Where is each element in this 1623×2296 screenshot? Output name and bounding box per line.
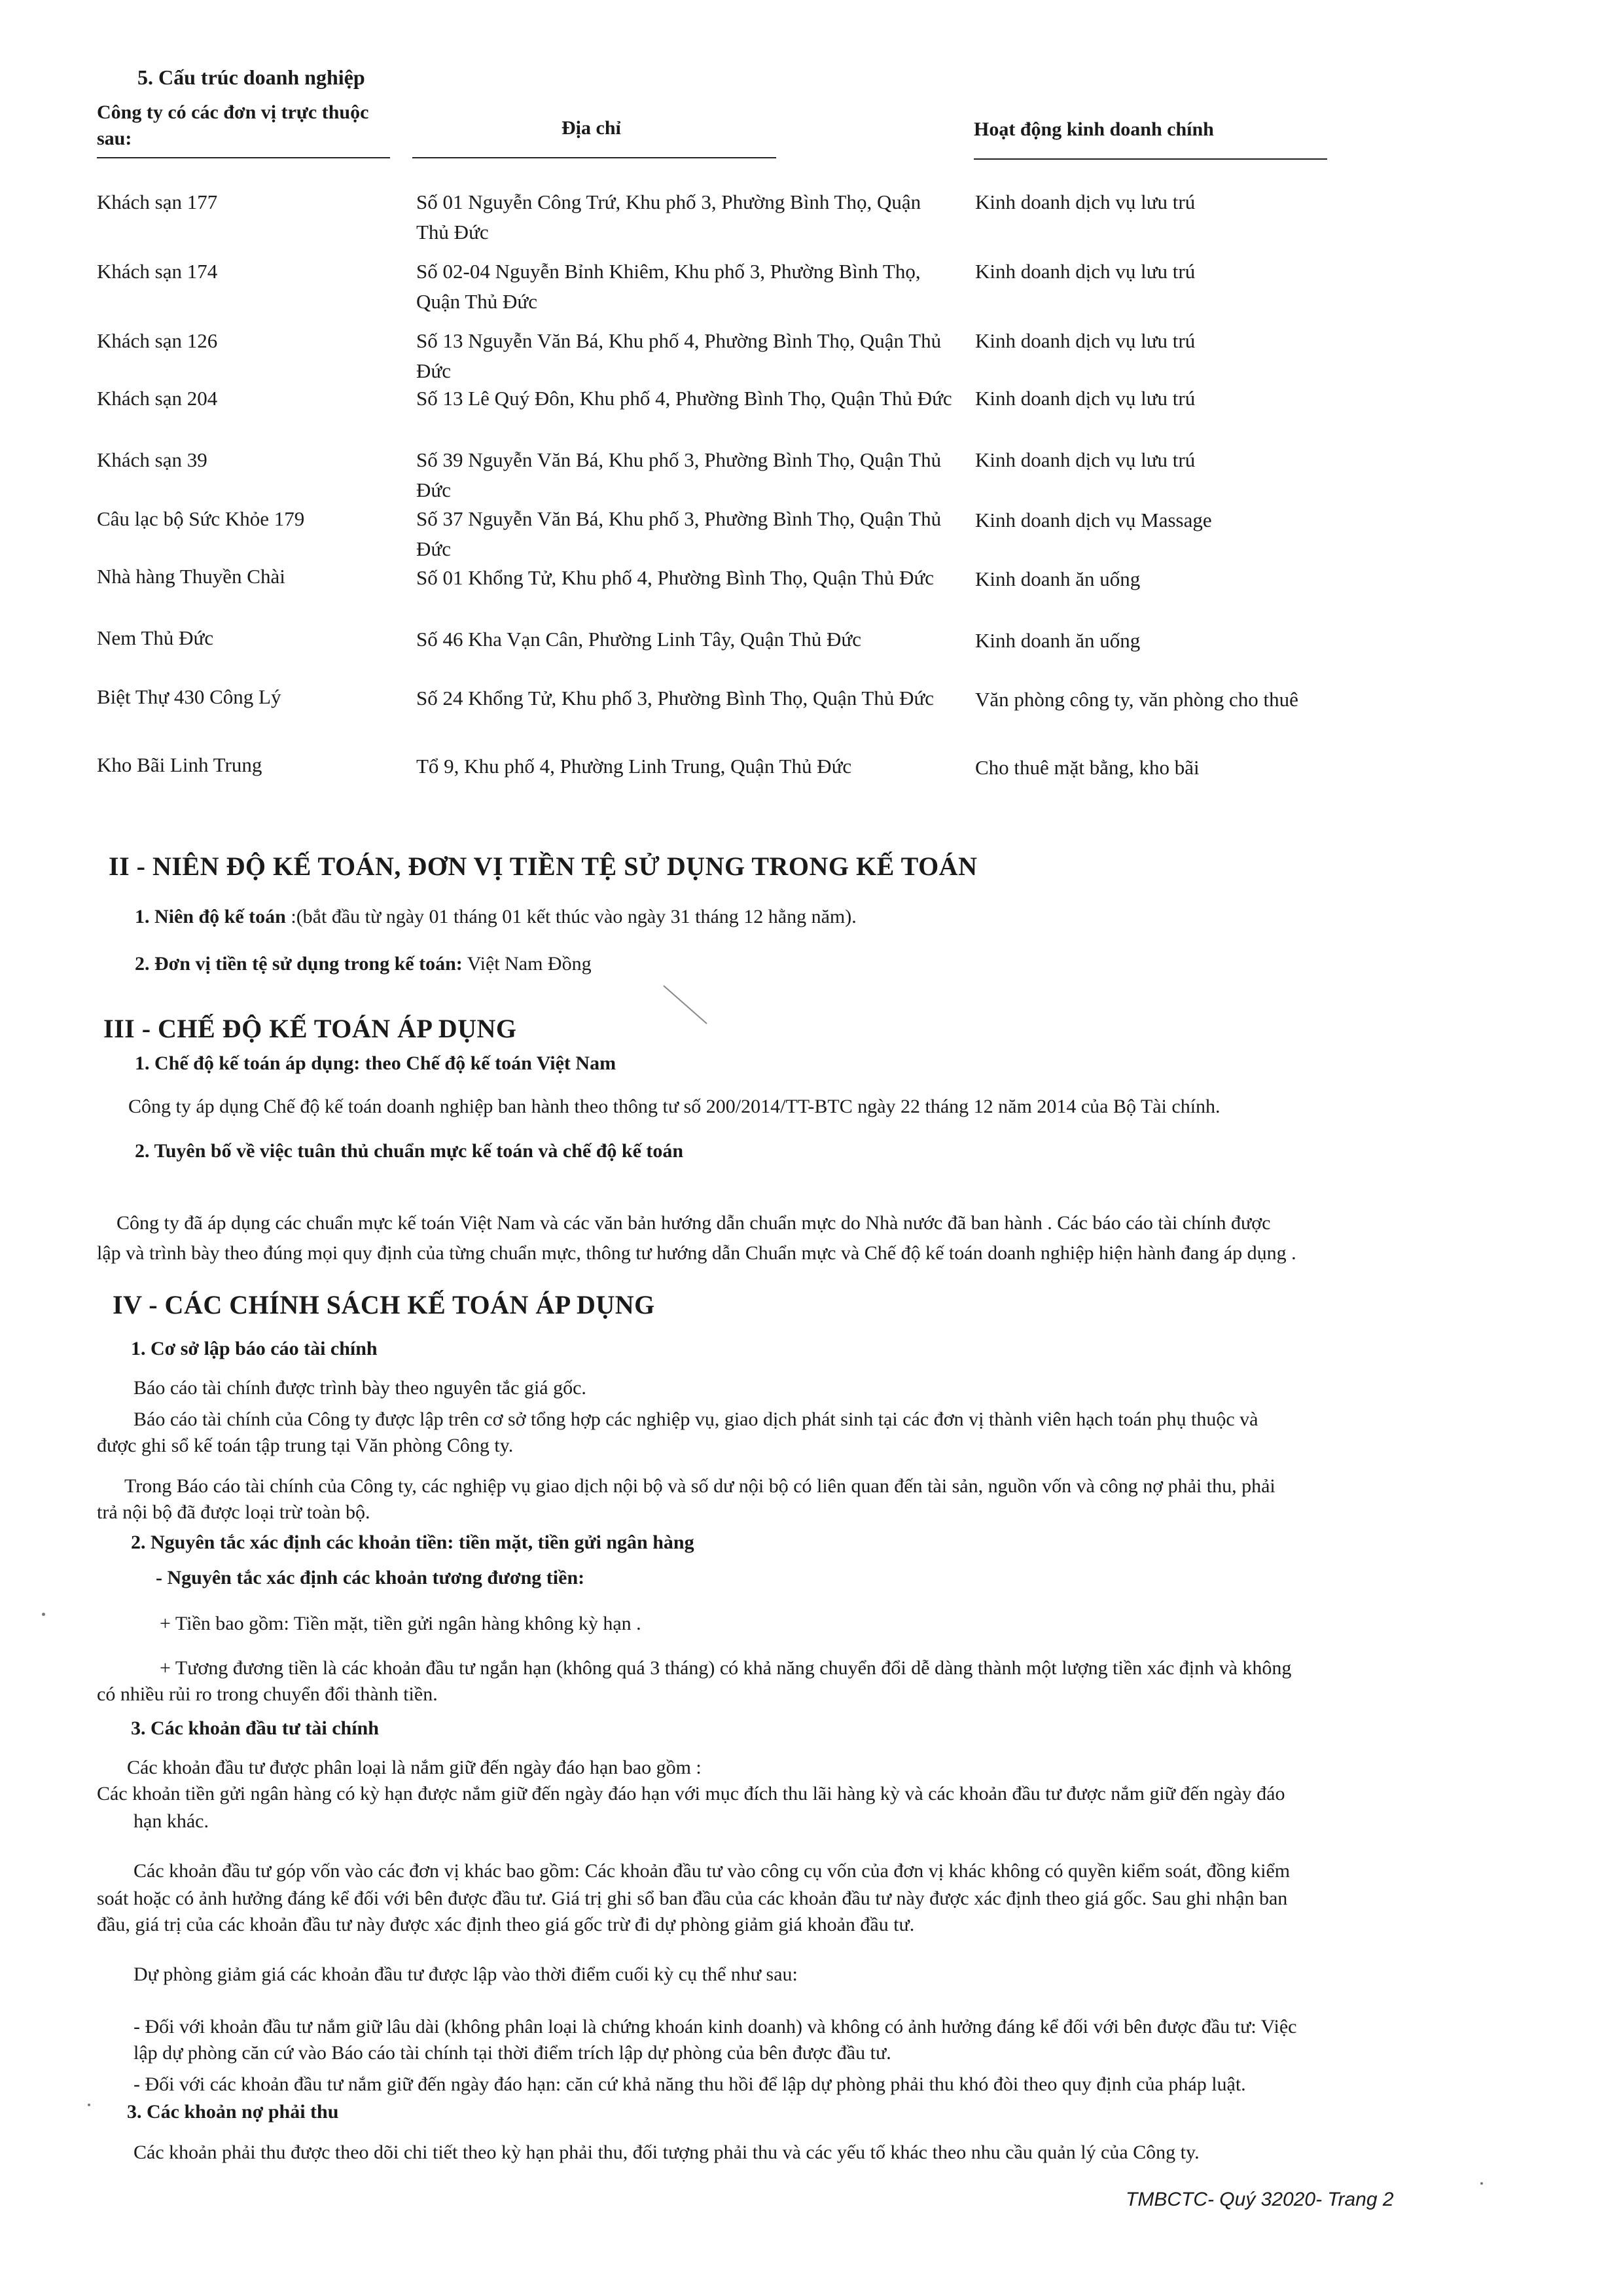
s3-p2-l1: Các khoản tiền gửi ngân hàng có kỳ hạn được nắm giữ đến ngày đáo hạn với mục đích thu lãi hàng kỳ và các khoản đầu tư được nắm giữ đến ngày đáo: [97, 1783, 1285, 1804]
section3-item2-label: 2. Tuyên bố về việc tuân thủ chuẩn mực kế toán và chế độ kế toán: [135, 1140, 684, 1162]
s3-p3-l2: soát hoặc có ảnh hưởng đáng kể đối với bên được đầu tư. Giá trị ghi sổ ban đầu của các khoản đầu tư này được xác định theo giá gốc. Sau ghi nhận ban: [97, 1888, 1288, 1909]
section2-item2-text: Việt Nam Đồng: [462, 953, 592, 975]
s3-p5-l1: - Đối với khoản đầu tư nắm giữ lâu dài (không phân loại là chứng khoán kinh doanh) và không có ảnh hưởng đáng kể đối với bên được đầu tư: Việc: [134, 2016, 1297, 2037]
s3-label: 3. Các khoản đầu tư tài chính: [131, 1717, 379, 1739]
s2-label: 2. Nguyên tắc xác định các khoản tiền: tiền mặt, tiền gửi ngân hàng: [131, 1532, 694, 1553]
row-business: Kinh doanh dịch vụ Massage: [975, 509, 1212, 531]
row-business: Văn phòng công ty, văn phòng cho thuê: [975, 688, 1298, 711]
row-unit: Biệt Thự 430 Công Lý: [97, 685, 281, 708]
row-business: Kinh doanh dịch vụ lưu trú: [975, 387, 1196, 410]
s1-p1: Báo cáo tài chính được trình bày theo nguyên tắc giá gốc.: [134, 1377, 586, 1399]
section3-item1-text: Công ty áp dụng Chế độ kế toán doanh nghiệp ban hành theo thông tư số 200/2014/TT-BTC ngày 22 tháng 12 năm 2014 của Bộ Tài chính.: [128, 1096, 1221, 1117]
row-unit: Câu lạc bộ Sức Khỏe 179: [97, 507, 305, 530]
s3-p4: Dự phòng giảm giá các khoản đầu tư được lập vào thời điểm cuối kỳ cụ thể như sau:: [134, 1964, 798, 1985]
section2-item1: [135, 902, 857, 932]
page-footer: TMBCTC- Quý 32020- Trang 2: [1126, 2189, 1394, 2210]
s2-b2-l2: có nhiều rủi ro trong chuyển đổi thành tiền.: [97, 1683, 438, 1705]
section2-item1-text: :(bắt đầu từ ngày 01 tháng 01 kết thúc vào ngày 31 tháng 12 hằng năm).: [285, 906, 857, 927]
row-unit: Khách sạn 204: [97, 387, 218, 410]
row-address: Số 13 Nguyễn Văn Bá, Khu phố 4, Phường Bình Thọ, Quận Thủ Đức: [416, 329, 942, 382]
s1-p3-l2: trả nội bộ đã được loại trừ toàn bộ.: [97, 1501, 370, 1523]
row-unit: Kho Bãi Linh Trung: [97, 753, 262, 776]
row-address: Tổ 9, Khu phố 4, Phường Linh Trung, Quận Thủ Đức: [416, 755, 852, 778]
row-unit: Nhà hàng Thuyền Chài: [97, 565, 285, 588]
scan-artifact-stroke: [661, 982, 713, 1028]
header-unit: Công ty có các đơn vị trực thuộc sau:: [97, 101, 369, 149]
header-business: Hoạt động kinh doanh chính: [974, 118, 1214, 140]
row-unit: Khách sạn 177: [97, 190, 218, 213]
scan-artifact-dot: [88, 2104, 90, 2106]
header-rule-address: [412, 157, 776, 158]
s2-b2-l1: + Tương đương tiền là các khoản đầu tư ngắn hạn (không quá 3 tháng) có khả năng chuyển đổi dễ dàng thành một lượng tiền xác định và không: [160, 1657, 1292, 1679]
row-address: Số 24 Khổng Tử, Khu phố 3, Phường Bình Thọ, Quận Thủ Đức: [416, 687, 935, 709]
section2-title: II - NIÊN ĐỘ KẾ TOÁN, ĐƠN VỊ TIỀN TỆ SỬ DỤNG TRONG KẾ TOÁN: [109, 852, 978, 881]
row-business: Kinh doanh ăn uống: [975, 629, 1141, 652]
section2-item1-label: 1. Niên độ kế toán: [135, 906, 286, 927]
row-unit: Khách sạn 126: [97, 329, 218, 352]
row-business: Kinh doanh dịch vụ lưu trú: [975, 329, 1196, 352]
section3-title: III - CHẾ ĐỘ KẾ TOÁN ÁP DỤNG: [103, 1014, 517, 1043]
row-address: Số 02-04 Nguyễn Bỉnh Khiêm, Khu phố 3, Phường Bình Thọ, Quận Thủ Đức: [416, 260, 921, 313]
section3-item1-label: 1. Chế độ kế toán áp dụng: theo Chế độ kế toán Việt Nam: [135, 1052, 616, 1074]
scan-artifact-dot: [1480, 2182, 1483, 2185]
s3-p1: Các khoản đầu tư được phân loại là nắm giữ đến ngày đáo hạn bao gồm :: [127, 1757, 702, 1778]
s2-sub: - Nguyên tắc xác định các khoản tương đương tiền:: [156, 1567, 585, 1588]
section3-item2-line1: Công ty đã áp dụng các chuẩn mực kế toán Việt Nam và các văn bản hướng dẫn chuẩn mực do Nhà nước đã ban hành . Các báo cáo tài chính được: [116, 1212, 1271, 1234]
section2-item2: [135, 949, 592, 979]
header-rule-unit: [97, 157, 390, 158]
row-business: Kinh doanh dịch vụ lưu trú: [975, 190, 1196, 213]
s2-b1: + Tiền bao gồm: Tiền mặt, tiền gửi ngân hàng không kỳ hạn .: [160, 1613, 641, 1634]
scan-artifact-dot: [42, 1613, 45, 1616]
row-business: Kinh doanh dịch vụ lưu trú: [975, 260, 1196, 283]
s4-label: 3. Các khoản nợ phải thu: [127, 2101, 339, 2123]
row-address: Số 01 Nguyễn Công Trứ, Khu phố 3, Phường Bình Thọ, Quận Thủ Đức: [416, 190, 921, 243]
row-unit: Khách sạn 174: [97, 260, 218, 283]
section4-title: IV - CÁC CHÍNH SÁCH KẾ TOÁN ÁP DỤNG: [113, 1290, 655, 1319]
header-rule-business: [974, 158, 1327, 160]
header-address: Địa chỉ: [562, 117, 621, 139]
s1-p2-l1: Báo cáo tài chính của Công ty được lập trên cơ sở tổng hợp các nghiệp vụ, giao dịch phát sinh tại các đơn vị thành viên hạch toán phụ thuộc và: [134, 1408, 1258, 1430]
s3-p2-l2: hạn khác.: [134, 1810, 209, 1832]
s1-p2-l2: được ghi sổ kế toán tập trung tại Văn phòng Công ty.: [97, 1435, 514, 1456]
s3-p3-l1: Các khoản đầu tư góp vốn vào các đơn vị khác bao gồm: Các khoản đầu tư vào công cụ vốn của đơn vị khác không có quyền kiểm soát, đồng kiểm: [134, 1860, 1291, 1882]
row-business: Cho thuê mặt bằng, kho bãi: [975, 756, 1200, 779]
s1-label: 1. Cơ sở lập báo cáo tài chính: [131, 1338, 378, 1359]
row-address: Số 46 Kha Vạn Cân, Phường Linh Tây, Quận Thủ Đức: [416, 628, 861, 651]
row-address: Số 13 Lê Quý Đôn, Khu phố 4, Phường Bình Thọ, Quận Thủ Đức: [416, 387, 952, 410]
row-address: Số 01 Khổng Tử, Khu phố 4, Phường Bình Thọ, Quận Thủ Đức: [416, 566, 935, 589]
section2-item2-label: 2. Đơn vị tiền tệ sử dụng trong kế toán:: [135, 953, 463, 975]
s4-p1: Các khoản phải thu được theo dõi chi tiết theo kỳ hạn phải thu, đối tượng phải thu và các yếu tố khác theo nhu cầu quản lý của Công ty.: [134, 2142, 1200, 2163]
row-unit: Nem Thủ Đức: [97, 626, 214, 649]
row-business: Kinh doanh dịch vụ lưu trú: [975, 448, 1196, 471]
section3-item2-line2: lập và trình bày theo đúng mọi quy định của từng chuẩn mực, thông tư hướng dẫn Chuẩn mực và Chế độ kế toán doanh nghiệp hiện hành đang áp dụng .: [97, 1242, 1296, 1264]
s3-p3-l3: đầu, giá trị của các khoản đầu tư này được xác định theo giá gốc trừ đi dự phòng giảm giá khoản đầu tư.: [97, 1914, 915, 1935]
structure-title: 5. Cấu trúc doanh nghiệp: [137, 65, 365, 89]
row-unit: Khách sạn 39: [97, 448, 207, 471]
row-business: Kinh doanh ăn uống: [975, 567, 1141, 590]
s1-p3-l1: Trong Báo cáo tài chính của Công ty, các nghiệp vụ giao dịch nội bộ và số dư nội bộ có liên quan đến tài sản, nguồn vốn và công nợ phải thu, phải: [124, 1475, 1275, 1497]
row-address: Số 37 Nguyễn Văn Bá, Khu phố 3, Phường Bình Thọ, Quận Thủ Đức: [416, 507, 942, 560]
s3-p5-l2: lập dự phòng căn cứ vào Báo cáo tài chính tại thời điểm trích lập dự phòng của bên được đầu tư.: [134, 2042, 891, 2064]
row-address: Số 39 Nguyễn Văn Bá, Khu phố 3, Phường Bình Thọ, Quận Thủ Đức: [416, 448, 942, 501]
s3-p6: - Đối với các khoản đầu tư nắm giữ đến ngày đáo hạn: căn cứ khả năng thu hồi để lập dự phòng phải thu khó đòi theo quy định của pháp luật.: [134, 2073, 1246, 2095]
